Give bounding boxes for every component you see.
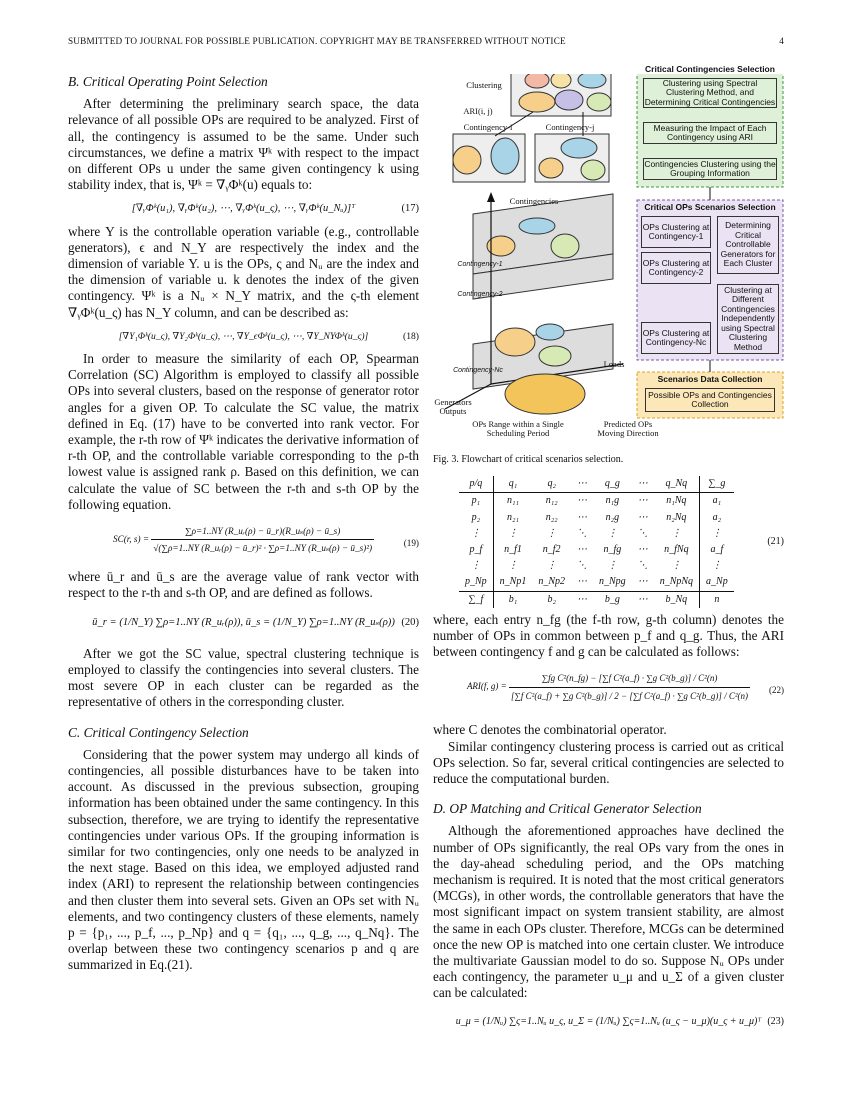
table-cell: ⋮: [546, 560, 557, 572]
table-footer-cell: ∑_f: [459, 591, 493, 608]
section-c-title: C. Critical Contingency Selection: [68, 724, 249, 740]
table-row: [459, 558, 734, 574]
table-cell: n₂g: [605, 511, 620, 523]
table-footer-cell: b₂: [532, 591, 571, 608]
table-row: [459, 574, 734, 591]
equation-21-number: (21): [767, 536, 784, 548]
table-cell: ⋯: [637, 511, 648, 523]
section-b-title: B. Critical Operating Point Selection: [68, 74, 268, 89]
table-cell: p₂: [459, 510, 493, 526]
table-cell: n_f1: [504, 544, 522, 556]
table-cell: a₁: [712, 495, 722, 507]
cos-determining: Determining Critical Controllable Generators for Each Cluster: [717, 216, 779, 274]
label-clustering: Clustering: [466, 80, 502, 91]
table-cell: n_f2: [542, 544, 561, 556]
section-b-para-2: where Υ is the controllable operation variable (e.g., controllable generators), ϵ and N_Υ are respectively the index and the dimension of variable Υ. u is the OPs, ς and Nᵤ are the index and the dimension of variable u. k denotes the index of the given contingency. Ψᵏ is a Nᵤ × N_Υ matrix, and the ς-th element ∇ᵧΦᵏ(u_ς) has N_Υ column, and can be described as:: [68, 223, 419, 320]
table-cell: n₁₂: [545, 495, 558, 507]
equation-23-body: u_μ = (1/Nᵤ) ∑ς=1..Nᵤ u_ς, u_Σ = (1/Nᵤ) ∑ς=1..Nᵤ (u_ς − u_μ)(u_ς + u_μ)ᵀ: [455, 1015, 762, 1027]
section-d-para-1: Although the aforementioned approaches have declined the number of OPs significantly, the real OPs vary from the ones in the day-ahead scheduling period, and the OPs matching mechanism is required. It is noted that the most critical generators (MCGs), in other words, the controllable generators that have the most significant impact on system transient stability, are almost the same in each OPs cluster. Therefore, MCGs can be determined once the new OP is matched into one certain cluster. We introduce the multivariate Gaussian model to do so. Suppose Nᵤ OPs under each contingency, the parameter u_μ and u_Σ of a given cluster can be calculated:: [433, 823, 784, 1001]
section-b-para-4: where ū_r and ū_s are the average value of rank vector with respect to the r-th and s-th OP, and are defined as follows.: [68, 569, 419, 601]
cluster-2-ellipse: [578, 74, 606, 88]
equation-23: [433, 1014, 784, 1030]
table-cell: ⋯: [577, 495, 588, 507]
label-contingency-i: Contingency-i: [463, 122, 513, 133]
equation-19-fraction: [151, 523, 374, 556]
sdc-title: Scenarios Data Collection: [657, 374, 763, 385]
planeN-ellipse-2: [536, 324, 564, 340]
equation-17: [68, 201, 419, 217]
right-column: [433, 64, 784, 1036]
table-cell: n₂Nq: [654, 510, 700, 526]
equation-17-body: [∇ᵧΦᵏ(u₁), ∇ᵧΦᵏ(u₂), ⋯, ∇ᵧΦᵏ(u_ς), ⋯, ∇ᵧΦᵏ(u_Nᵤ)]ᵀ: [131, 203, 356, 215]
planeN-ellipse-1: [495, 328, 535, 356]
label-ari: ARI(i, j): [463, 106, 493, 117]
table-21: [433, 476, 784, 608]
table-cell: ⋱: [637, 527, 648, 539]
right-para-2: where C denotes the combinatorial operator.: [433, 722, 667, 738]
table-cell: ⋮: [654, 526, 700, 542]
figure-3: [433, 64, 784, 446]
table-cell: ⋮: [459, 558, 493, 574]
cluster-4-ellipse: [555, 90, 583, 110]
equation-22-numerator: ∑fg C²(n_fg) − [∑f C²(a_f) · ∑g C²(b_g)] / C²(n): [509, 670, 750, 687]
table-cell: a_f: [710, 544, 724, 556]
equation-22-fraction: [509, 670, 750, 703]
table-cell: n_NpNq: [654, 574, 700, 591]
cluster-5-ellipse: [525, 74, 549, 88]
equation-22: [433, 670, 784, 712]
table-cell: n₁₁: [507, 495, 519, 507]
table-cell: ⋮: [459, 526, 493, 542]
label-loads: Loads: [603, 359, 625, 370]
table-footer-cell: b₁: [493, 591, 532, 608]
table-cell: ⋱: [577, 560, 588, 572]
table-header-cell: q_g: [593, 476, 632, 493]
table-row: [459, 493, 734, 510]
ccs-title: Critical Contingencies Selection: [645, 64, 775, 75]
label-generators-outputs: Generators Outputs: [434, 396, 472, 416]
left-column: [68, 74, 419, 974]
section-b-para-1: After determining the preliminary search space, the data relevance of all possible OPs are required to be analyzed. First of all, the contingency is assumed to be the same. Under such circumstances, we define a matrix Ψᵏ with respect to the impact on different OPs u under the same given contingency k using stability index, that is, Ψᵏ = ∇ᵧΦᵏ(u) equals to:: [68, 96, 419, 193]
section-c-para-1: Considering that the power system may undergo all kinds of contingencies, all possible disturbances have to be taken into account. As discussed in the previous subsection, grouping information has been obtained under the same contingency. In this subsection, therefore, we are trying to identify the representative contingencies under various OPs. If the grouping information is similar for two contingencies, only one needs to be analyzed in the next stage. Based on this idea, we employed adjusted rand index (ARI) to represent the relationship between contingencies and then cluster them into several sets. Given an OPs set with Nᵤ elements, and two contingency clusters of these elements, namely p = {p₁, ..., p_f, ..., p_Np} and q = {q₁, ..., q_g, ..., q_Nq}. The overlap between these two contingency scenarios p and q are summarized in Eq.(21).: [68, 746, 419, 973]
equation-19-numerator: ∑ρ=1..NΥ (R_uᵣ(ρ) − ū_r)(R_uₛ(ρ) − ū_s): [151, 523, 374, 540]
equation-17-number: (17): [401, 203, 419, 215]
equation-20: [68, 615, 419, 631]
table-cell: a₂: [712, 511, 722, 523]
equation-22-number: (22): [769, 685, 784, 696]
table-cell: ⋱: [637, 560, 648, 572]
equation-22-denominator: [∑f C²(a_f) + ∑g C²(b_g)] / 2 − [∑f C²(a_f) · ∑g C²(b_g)] / C²(n): [511, 690, 749, 701]
table-cell: p_Np: [459, 574, 493, 591]
table-cell: n₂₂: [545, 511, 558, 523]
table-cell: n_Npg: [599, 576, 626, 588]
table-footer-cell: b_g: [593, 591, 632, 608]
cluster-1-ellipse: [519, 92, 555, 112]
table-cell: ⋯: [637, 544, 648, 556]
plane1-ellipse-4: [551, 234, 579, 258]
cont-i-cluster-2: [491, 138, 519, 174]
running-header: [68, 36, 784, 46]
planeN-ellipse-3: [539, 346, 571, 366]
table-header-row: [459, 476, 734, 493]
equation-23-number: (23): [767, 1015, 784, 1027]
cos-title: Critical OPs Scenarios Selection: [644, 202, 776, 213]
cos-cluster-nc: OPs Clustering at Contingency-Nc: [641, 322, 711, 354]
cont-j-cluster-2: [561, 138, 597, 158]
table-cell: p₁: [459, 493, 493, 510]
table-row: [459, 510, 734, 526]
right-para-1: where, each entry n_fg (the f-th row, g-th column) denotes the number of OPs in common between p_f and q_g. Thus, the ARI between contingency f and g can be calculated as follows:: [433, 611, 784, 660]
equation-18-number: (18): [403, 330, 419, 342]
table-cell: p_f: [459, 542, 493, 558]
table-header-cell: ∑_g: [700, 476, 734, 493]
table-footer-cell: ⋯: [632, 591, 654, 608]
equation-18-body: [∇Υ₁Φᵏ(u_ς), ∇Υ₂Φᵏ(u_ς), ⋯, ∇Υ_ϵΦᵏ(u_ς), ⋯, ∇Υ_NΥΦᵏ(u_ς)]: [118, 330, 369, 342]
label-layer-2: Contingency-2: [457, 291, 503, 299]
section-b-para-3: In order to measure the similarity of each OP, Spearman Correlation (SC) Algorithm is employed to classify all possible OPs into several clusters, based on the response of generator rotor angles for a given OP. To calculate the SC value, the matrix defined in Eq. (17) have to be converted into rank vector. For example, the r-th row of Ψᵏ indicates the derivative information of r-th OP, and the controllable variable corresponding to the ρ-th lowest value is assigned rank ρ. Based on this definition, we can calculate the value of SC between the r-th and s-th OP by the following equation.: [68, 351, 419, 512]
table-row: [459, 526, 734, 542]
cont-j-cluster-3: [581, 160, 605, 180]
table-cell: ⋯: [637, 576, 648, 588]
section-b-para-5: After we got the SC value, spectral clustering technique is employed to classify the contingencies into several clusters. The most severe OP in each cluster can be regarded as the representative of others in the corresponding cluster.: [68, 645, 419, 710]
table-header-cell: ⋯: [632, 476, 654, 493]
cluster-3-ellipse: [587, 93, 611, 111]
table-cell: n₂₁: [507, 511, 519, 523]
table-footer-cell: ⋯: [571, 591, 593, 608]
table-header-cell: q₁: [493, 476, 532, 493]
table-cell: ⋯: [577, 511, 588, 523]
table-cell: ⋯: [637, 495, 648, 507]
figure-3-caption: Fig. 3. Flowchart of critical scenarios selection.: [433, 454, 624, 465]
equation-19: [68, 523, 419, 563]
cos-cluster-2: OPs Clustering at Contingency-2: [641, 252, 711, 284]
equation-19-denominator: √(∑ρ=1..NΥ (R_uᵣ(ρ) − ū_r)² · ∑ρ=1..NΥ (R_uₛ(ρ) − ū_s)²): [153, 543, 373, 554]
ccs-step-1: Clustering using Spectral Clustering Method, and Determining Critical Contingencies: [644, 77, 776, 107]
table-cell: ⋮: [607, 527, 618, 539]
cont-j-cluster-1: [539, 158, 563, 178]
table-cell: ⋮: [711, 527, 722, 539]
contingency-table: [459, 476, 734, 608]
label-predicted: Predicted OPs Moving Direction: [597, 418, 659, 438]
table-cell: ⋮: [508, 560, 518, 572]
cos-cluster-1: OPs Clustering at Contingency-1: [641, 216, 711, 248]
cont-i-cluster-1: [453, 146, 481, 174]
table-cell: n₁g: [605, 495, 620, 507]
table-footer-cell: n: [700, 591, 734, 608]
table-cell: a_Np: [706, 576, 728, 588]
contingencies-axis-arrow: [487, 192, 495, 202]
table-cell: ⋱: [577, 527, 588, 539]
table-cell: n_Np2: [538, 576, 566, 588]
table-cell: n_fNq: [654, 542, 700, 558]
ccs-step-2: Measuring the Impact of Each Contingency using ARI: [643, 122, 777, 144]
ccs-step-3: Contingencies Clustering using the Grouping Information: [644, 158, 776, 178]
section-d-title: D. OP Matching and Critical Generator Selection: [433, 801, 702, 817]
table-cell: n_Np1: [499, 576, 527, 588]
page-number: 4: [779, 36, 784, 46]
cluster-6-ellipse: [551, 74, 571, 88]
table-header-cell: q_Nq: [654, 476, 700, 493]
equation-20-number: (20): [401, 617, 419, 629]
label-layer-n: Contingency-Nc: [453, 367, 503, 375]
label-contingencies: Contingencies: [509, 196, 559, 207]
table-cell: ⋮: [546, 527, 557, 539]
table-cell: n_fg: [603, 544, 622, 556]
table-header-cell: ⋯: [571, 476, 593, 493]
equation-20-body: ū_r = (1/N_Υ) ∑ρ=1..NΥ (R_uᵣ(ρ)), ū_s = (1/N_Υ) ∑ρ=1..NΥ (R_uₛ(ρ)): [92, 617, 395, 629]
table-header-cell: q₂: [532, 476, 571, 493]
table-footer-row: [459, 591, 734, 608]
plane1-ellipse-2: [519, 218, 555, 234]
table-cell: ⋮: [607, 560, 618, 572]
cos-clustering-different: Clustering at Different Contingencies Independently using Spectral Clustering Method: [717, 284, 779, 354]
label-layer-1: Contingency-1: [457, 261, 503, 269]
table-footer-cell: b_Nq: [654, 591, 700, 608]
label-ops-range: OPs Range within a Single Scheduling Period: [472, 418, 564, 438]
table-cell: ⋮: [711, 560, 722, 572]
ops-range-surface: [505, 374, 585, 414]
sdc-step-1: Possible OPs and Contingencies Collection: [645, 388, 775, 412]
table-header-cell: p/q: [459, 476, 493, 493]
equation-22-lhs: ARI(f, g) =: [466, 681, 507, 692]
equation-19-lhs: SC(r, s) =: [112, 533, 150, 544]
table-cell: ⋯: [577, 576, 588, 588]
table-cell: n₁Nq: [654, 493, 700, 510]
label-contingency-j: Contingency-j: [545, 122, 595, 133]
equation-18: [68, 329, 419, 345]
table-row: [459, 542, 734, 558]
table-cell: ⋯: [577, 544, 588, 556]
table-cell: ⋮: [654, 558, 700, 574]
right-para-3: Similar contingency clustering process is carried out as critical OPs selection. So far, several critical contingencies are selected to reduce the computational burden.: [433, 738, 784, 787]
table-cell: ⋮: [508, 527, 518, 539]
running-title: SUBMITTED TO JOURNAL FOR POSSIBLE PUBLICATION. COPYRIGHT MAY BE TRANSFERRED WITHOUT NOTICE: [68, 36, 566, 46]
equation-19-number: (19): [403, 538, 419, 549]
